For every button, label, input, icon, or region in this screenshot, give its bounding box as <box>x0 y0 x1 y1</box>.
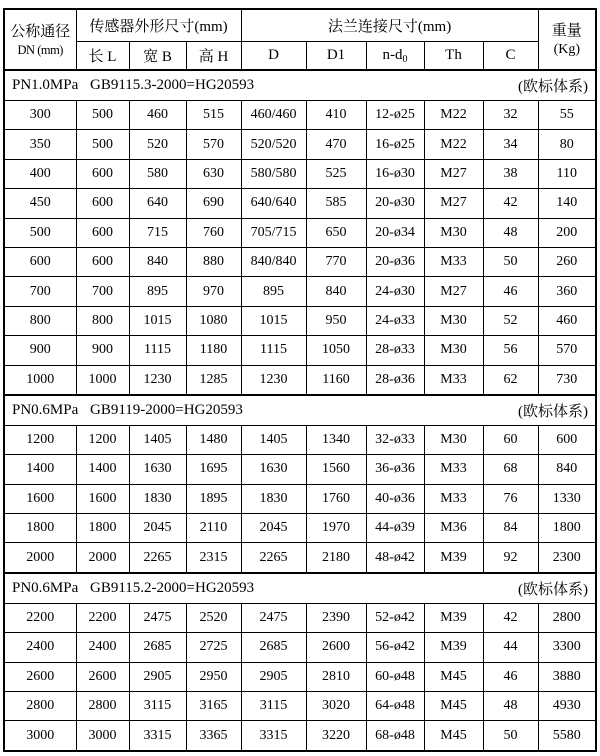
table-row-dn-450 <box>4 189 596 218</box>
header-length-l: 长 L <box>76 42 129 71</box>
cell: 400 <box>4 159 76 188</box>
cell: 52-ø42 <box>366 603 424 632</box>
cell: 580 <box>129 159 186 188</box>
cell: 20-ø30 <box>366 189 424 218</box>
header-row-groups <box>4 9 596 42</box>
cell: M33 <box>424 484 483 513</box>
cell: 2905 <box>129 662 186 691</box>
cell: 525 <box>306 159 366 188</box>
cell: 715 <box>129 218 186 247</box>
table-row-dn-2600 <box>4 662 596 691</box>
cell: 3115 <box>241 692 306 721</box>
header-d: D <box>241 42 306 71</box>
cell: 1760 <box>306 484 366 513</box>
cell: 600 <box>76 218 129 247</box>
section-header-cell <box>4 395 596 426</box>
table-row-dn-2400 <box>4 633 596 662</box>
cell: 770 <box>306 247 366 276</box>
cell: M33 <box>424 365 483 395</box>
cell: 1285 <box>186 365 241 395</box>
section-standard-code: GB9115.3-2000=HG20593 <box>90 77 255 93</box>
cell: 48 <box>483 218 538 247</box>
cell: 76 <box>483 484 538 513</box>
section-header-row <box>4 573 596 604</box>
cell: 52 <box>483 306 538 335</box>
cell: 1400 <box>4 455 76 484</box>
cell: M39 <box>424 543 483 573</box>
cell: 2800 <box>76 692 129 721</box>
cell: 44 <box>483 633 538 662</box>
section-system-note: (欧标体系) <box>518 581 589 598</box>
cell: 1800 <box>538 514 596 543</box>
cell: 260 <box>538 247 596 276</box>
cell: 730 <box>538 365 596 395</box>
table-row-dn-600 <box>4 247 596 276</box>
cell: M22 <box>424 130 483 159</box>
cell: 1800 <box>76 514 129 543</box>
cell: 1200 <box>76 425 129 454</box>
cell: 1970 <box>306 514 366 543</box>
flowmeter-dimension-table-wrap <box>3 8 595 752</box>
cell: 840 <box>306 277 366 306</box>
cell: 515 <box>186 101 241 130</box>
cell: 46 <box>483 277 538 306</box>
cell: 800 <box>4 306 76 335</box>
cell: M22 <box>424 101 483 130</box>
cell: 2685 <box>129 633 186 662</box>
cell: 950 <box>306 306 366 335</box>
cell: 570 <box>538 336 596 365</box>
cell: M27 <box>424 159 483 188</box>
cell: 2045 <box>241 514 306 543</box>
cell: 1230 <box>129 365 186 395</box>
cell: 3315 <box>129 721 186 751</box>
cell: 600 <box>76 189 129 218</box>
header-th: Th <box>424 42 483 71</box>
cell: 700 <box>76 277 129 306</box>
cell: 450 <box>4 189 76 218</box>
cell: 36-ø36 <box>366 455 424 484</box>
cell: 500 <box>76 130 129 159</box>
cell: M39 <box>424 633 483 662</box>
cell: 2725 <box>186 633 241 662</box>
header-row-columns <box>4 42 596 71</box>
header-flange-connection-group: 法兰连接尺寸(mm) <box>241 9 538 42</box>
flowmeter-dimension-table <box>3 8 597 752</box>
cell: 1160 <box>306 365 366 395</box>
cell: 3365 <box>186 721 241 751</box>
cell: 48-ø42 <box>366 543 424 573</box>
table-row-dn-1400 <box>4 455 596 484</box>
table-row-dn-2800 <box>4 692 596 721</box>
cell: 1405 <box>129 425 186 454</box>
cell: 520/520 <box>241 130 306 159</box>
cell: 1000 <box>4 365 76 395</box>
table-row-dn-3000 <box>4 721 596 751</box>
cell: 580/580 <box>241 159 306 188</box>
cell: 900 <box>76 336 129 365</box>
section-header-row <box>4 70 596 101</box>
cell: 55 <box>538 101 596 130</box>
cell: M33 <box>424 247 483 276</box>
table-row-dn-2200 <box>4 603 596 632</box>
header-d1: D1 <box>306 42 366 71</box>
cell: 1695 <box>186 455 241 484</box>
header-nominal-diameter-unit: DN (mm) <box>17 42 63 57</box>
cell: 1180 <box>186 336 241 365</box>
cell: 460 <box>129 101 186 130</box>
cell: 16-ø30 <box>366 159 424 188</box>
cell: 600 <box>538 425 596 454</box>
cell: 2315 <box>186 543 241 573</box>
cell: 24-ø33 <box>366 306 424 335</box>
cell: 1600 <box>4 484 76 513</box>
cell: 1050 <box>306 336 366 365</box>
cell: 570 <box>186 130 241 159</box>
cell: 200 <box>538 218 596 247</box>
cell: 1830 <box>241 484 306 513</box>
table-row-dn-700 <box>4 277 596 306</box>
cell: 32 <box>483 101 538 130</box>
cell: 895 <box>241 277 306 306</box>
cell: M45 <box>424 692 483 721</box>
table-row-dn-1600 <box>4 484 596 513</box>
cell: 62 <box>483 365 538 395</box>
cell: 68 <box>483 455 538 484</box>
cell: M30 <box>424 218 483 247</box>
cell: 800 <box>76 306 129 335</box>
header-weight-cn: 重量 <box>551 23 582 39</box>
cell: 2000 <box>76 543 129 573</box>
cell: 5580 <box>538 721 596 751</box>
cell: 1200 <box>4 425 76 454</box>
cell: 2300 <box>538 543 596 573</box>
cell: 44-ø39 <box>366 514 424 543</box>
table-row-dn-500 <box>4 218 596 247</box>
cell: 690 <box>186 189 241 218</box>
cell: 42 <box>483 189 538 218</box>
cell: 16-ø25 <box>366 130 424 159</box>
cell: 2475 <box>129 603 186 632</box>
cell: 600 <box>76 159 129 188</box>
cell: 3165 <box>186 692 241 721</box>
section-header-cell <box>4 573 596 604</box>
cell: 50 <box>483 247 538 276</box>
cell: 640 <box>129 189 186 218</box>
cell: 650 <box>306 218 366 247</box>
header-height-h: 高 H <box>186 42 241 71</box>
cell: 38 <box>483 159 538 188</box>
section-pressure-rating: PN0.6MPa <box>12 401 79 418</box>
cell: 2905 <box>241 662 306 691</box>
cell: 760 <box>186 218 241 247</box>
cell: 840/840 <box>241 247 306 276</box>
cell: 2600 <box>76 662 129 691</box>
cell: 2400 <box>4 633 76 662</box>
cell: M33 <box>424 455 483 484</box>
cell: 1405 <box>241 425 306 454</box>
cell: 3115 <box>129 692 186 721</box>
section-header-row <box>4 395 596 426</box>
header-weight-unit: (Kg) <box>553 42 581 57</box>
cell: 500 <box>4 218 76 247</box>
cell: 2950 <box>186 662 241 691</box>
cell: M30 <box>424 306 483 335</box>
cell: 900 <box>4 336 76 365</box>
cell: 2685 <box>241 633 306 662</box>
cell: 140 <box>538 189 596 218</box>
cell: 3000 <box>4 721 76 751</box>
cell: 1330 <box>538 484 596 513</box>
cell: 1600 <box>76 484 129 513</box>
cell: 84 <box>483 514 538 543</box>
cell: 500 <box>76 101 129 130</box>
cell: 460 <box>538 306 596 335</box>
cell: 840 <box>538 455 596 484</box>
cell: 3300 <box>538 633 596 662</box>
cell: 80 <box>538 130 596 159</box>
cell: M27 <box>424 189 483 218</box>
cell: 56 <box>483 336 538 365</box>
header-nominal-diameter <box>4 9 76 70</box>
cell: M39 <box>424 603 483 632</box>
cell: 460/460 <box>241 101 306 130</box>
cell: 1015 <box>129 306 186 335</box>
cell: 2800 <box>538 603 596 632</box>
cell: 1115 <box>241 336 306 365</box>
cell: 1800 <box>4 514 76 543</box>
cell: 24-ø30 <box>366 277 424 306</box>
cell: 46 <box>483 662 538 691</box>
cell: 840 <box>129 247 186 276</box>
cell: 705/715 <box>241 218 306 247</box>
cell: M30 <box>424 336 483 365</box>
table-row-dn-800 <box>4 306 596 335</box>
cell: 895 <box>129 277 186 306</box>
cell: 2810 <box>306 662 366 691</box>
cell: 1400 <box>76 455 129 484</box>
header-width-b: 宽 B <box>129 42 186 71</box>
table-row-dn-400 <box>4 159 596 188</box>
table-row-dn-300 <box>4 101 596 130</box>
cell: 970 <box>186 277 241 306</box>
cell: 1630 <box>129 455 186 484</box>
cell: 64-ø48 <box>366 692 424 721</box>
table-body <box>4 70 596 751</box>
cell: 1895 <box>186 484 241 513</box>
cell: 110 <box>538 159 596 188</box>
cell: 1015 <box>241 306 306 335</box>
cell: M36 <box>424 514 483 543</box>
header-c: C <box>483 42 538 71</box>
cell: 1630 <box>241 455 306 484</box>
cell: 3000 <box>76 721 129 751</box>
cell: 350 <box>4 130 76 159</box>
cell: 2200 <box>4 603 76 632</box>
cell: M27 <box>424 277 483 306</box>
cell: 600 <box>4 247 76 276</box>
cell: 2265 <box>241 543 306 573</box>
cell: M45 <box>424 662 483 691</box>
cell: 3315 <box>241 721 306 751</box>
cell: M45 <box>424 721 483 751</box>
cell: 4930 <box>538 692 596 721</box>
cell: 1830 <box>129 484 186 513</box>
cell: 42 <box>483 603 538 632</box>
cell: 470 <box>306 130 366 159</box>
cell: 2600 <box>306 633 366 662</box>
cell: 32-ø33 <box>366 425 424 454</box>
cell: 2520 <box>186 603 241 632</box>
cell: 2200 <box>76 603 129 632</box>
section-standard-code: GB9115.2-2000=HG20593 <box>90 579 255 596</box>
cell: 20-ø36 <box>366 247 424 276</box>
cell: 28-ø33 <box>366 336 424 365</box>
cell: 68-ø48 <box>366 721 424 751</box>
section-pressure-rating: PN0.6MPa <box>12 579 79 596</box>
cell: 60 <box>483 425 538 454</box>
header-nominal-diameter-cn: 公称通径 <box>10 23 71 40</box>
cell: 880 <box>186 247 241 276</box>
cell: 360 <box>538 277 596 306</box>
cell: 2400 <box>76 633 129 662</box>
cell: 1340 <box>306 425 366 454</box>
cell: 3020 <box>306 692 366 721</box>
cell: 600 <box>76 247 129 276</box>
cell: 2265 <box>129 543 186 573</box>
section-header-cell <box>4 70 596 101</box>
cell: 2600 <box>4 662 76 691</box>
table-row-dn-2000 <box>4 543 596 573</box>
header-weight <box>538 9 596 70</box>
section-standard-code: GB9119-2000=HG20593 <box>90 401 243 418</box>
cell: 585 <box>306 189 366 218</box>
cell: 2390 <box>306 603 366 632</box>
cell: 3880 <box>538 662 596 691</box>
cell: 1480 <box>186 425 241 454</box>
cell: 3220 <box>306 721 366 751</box>
cell: 34 <box>483 130 538 159</box>
cell: 2800 <box>4 692 76 721</box>
cell: M30 <box>424 425 483 454</box>
header-n-d0: $n-d_0$ <box>366 42 424 71</box>
cell: 700 <box>4 277 76 306</box>
table-row-dn-350 <box>4 130 596 159</box>
table-row-dn-1200 <box>4 425 596 454</box>
cell: 40-ø36 <box>366 484 424 513</box>
cell: 56-ø42 <box>366 633 424 662</box>
cell: 48 <box>483 692 538 721</box>
cell: 2110 <box>186 514 241 543</box>
table-row-dn-900 <box>4 336 596 365</box>
section-pressure-rating: PN1.0MPa <box>12 77 79 93</box>
cell: 92 <box>483 543 538 573</box>
header-sensor-dimensions-group: 传感器外形尺寸(mm) <box>76 9 241 42</box>
cell: 630 <box>186 159 241 188</box>
cell: 2045 <box>129 514 186 543</box>
cell: 50 <box>483 721 538 751</box>
cell: 410 <box>306 101 366 130</box>
cell: 300 <box>4 101 76 130</box>
cell: 1000 <box>76 365 129 395</box>
cell: 12-ø25 <box>366 101 424 130</box>
cell: 520 <box>129 130 186 159</box>
cell: 1560 <box>306 455 366 484</box>
cell: 60-ø48 <box>366 662 424 691</box>
cell: 640/640 <box>241 189 306 218</box>
table-row-dn-1800 <box>4 514 596 543</box>
cell: 2475 <box>241 603 306 632</box>
section-system-note: (欧标体系) <box>518 79 589 95</box>
cell: 2000 <box>4 543 76 573</box>
cell: 2180 <box>306 543 366 573</box>
table-row-dn-1000 <box>4 365 596 395</box>
cell: 1115 <box>129 336 186 365</box>
cell: 28-ø36 <box>366 365 424 395</box>
cell: 1230 <box>241 365 306 395</box>
section-system-note: (欧标体系) <box>518 403 589 420</box>
cell: 1080 <box>186 306 241 335</box>
cell: 20-ø34 <box>366 218 424 247</box>
